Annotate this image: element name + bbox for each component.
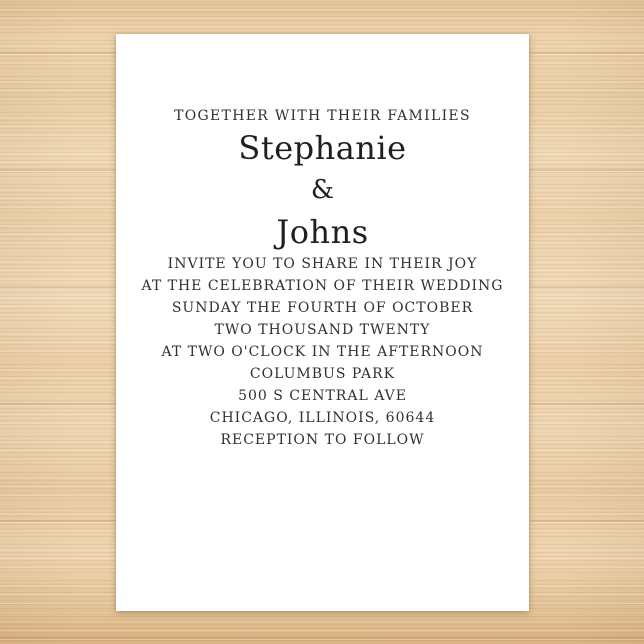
date-line: SUNDAY THE FOURTH OF OCTOBER <box>171 300 474 316</box>
reception-line: RECEPTION TO FOLLOW <box>220 432 425 448</box>
bride-name: Stephanie <box>238 129 407 167</box>
venue-name: COLUMBUS PARK <box>249 366 396 382</box>
invitation-line-1: INVITE YOU TO SHARE IN THEIR JOY <box>167 256 478 272</box>
ampersand: & <box>310 175 335 205</box>
venue-city: CHICAGO, ILLINOIS, 60644 <box>209 410 436 426</box>
couple-names <box>116 127 529 253</box>
intro-line: TOGETHER WITH THEIR FAMILIES <box>174 108 471 124</box>
year-line: TWO THOUSAND TWENTY <box>214 322 431 338</box>
invitation-message <box>116 253 529 297</box>
time-line: AT TWO O'CLOCK IN THE AFTERNOON <box>161 344 484 360</box>
venue-street: 500 S CENTRAL AVE <box>238 388 407 404</box>
wedding-invitation-card <box>116 34 529 611</box>
groom-name: Johns <box>276 213 369 251</box>
date-and-time <box>116 297 529 363</box>
venue-details <box>116 363 529 429</box>
invitation-line-2: AT THE CELEBRATION OF THEIR WEDDING <box>141 278 504 294</box>
